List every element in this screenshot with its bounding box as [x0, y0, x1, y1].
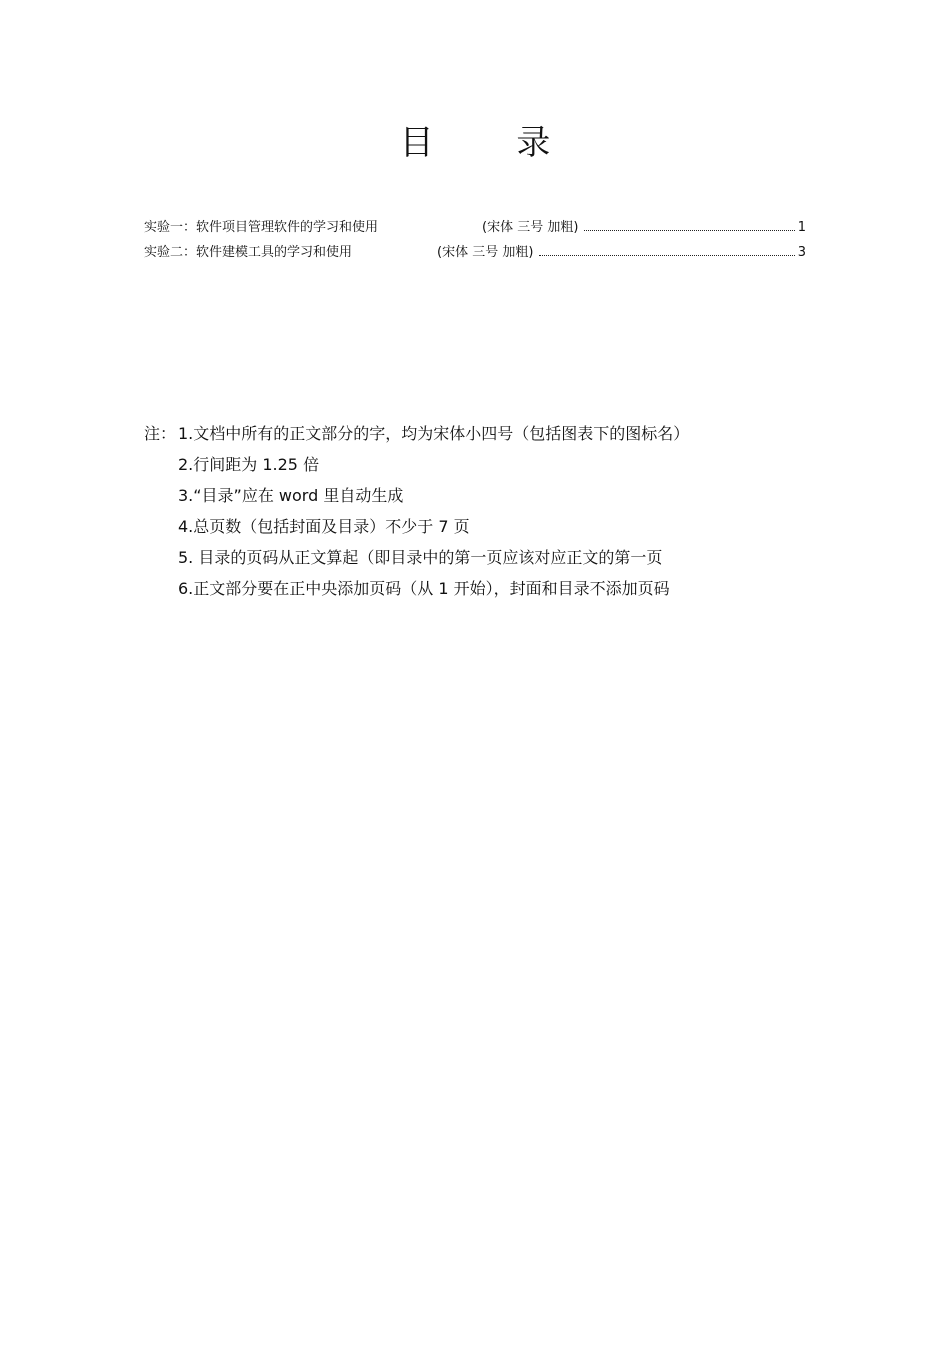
note-item-2: [144, 449, 844, 480]
toc-entry-2[interactable]: [144, 240, 806, 265]
note-item-1: [144, 418, 844, 449]
note-item-6: [144, 573, 844, 604]
note-item-4: [144, 511, 844, 542]
toc-entry-text: 实验二：软件建模工具的学习和使用: [144, 245, 353, 260]
note-item-3: [144, 480, 844, 511]
notes-prefix: 注：: [144, 424, 177, 443]
toc-entry-format-note: (宋体 三号 加粗): [482, 220, 579, 235]
toc-page-number: 3: [797, 245, 806, 260]
note-text: 6.正文部分要在正中央添加页码（从 1 开始），封面和目录不添加页码: [178, 579, 670, 598]
toc-entry-format-note: (宋体 三号 加粗): [437, 245, 534, 260]
dot-leader: [584, 230, 794, 231]
dot-leader: [539, 255, 794, 256]
notes-section: [144, 418, 844, 604]
note-text: 4.总页数（包括封面及目录）不少于 7 页: [178, 517, 470, 536]
toc-page-number: 1: [797, 220, 806, 235]
toc-entry-1[interactable]: [144, 215, 806, 240]
note-text: 2.行间距为 1.25 倍: [178, 455, 320, 474]
note-text: 3.“目录”应在 word 里自动生成: [178, 486, 404, 505]
toc-entry-text: 实验一：软件项目管理软件的学习和使用: [144, 220, 379, 235]
note-item-5: [144, 542, 844, 573]
note-text: 5. 目录的页码从正文算起（即目录中的第一页应该对应正文的第一页: [178, 548, 663, 567]
table-of-contents: [144, 215, 806, 265]
note-text: 1.文档中所有的正文部分的字，均为宋体小四号（包括图表下的图标名）: [178, 424, 690, 443]
toc-title: 目 录: [399, 123, 587, 163]
